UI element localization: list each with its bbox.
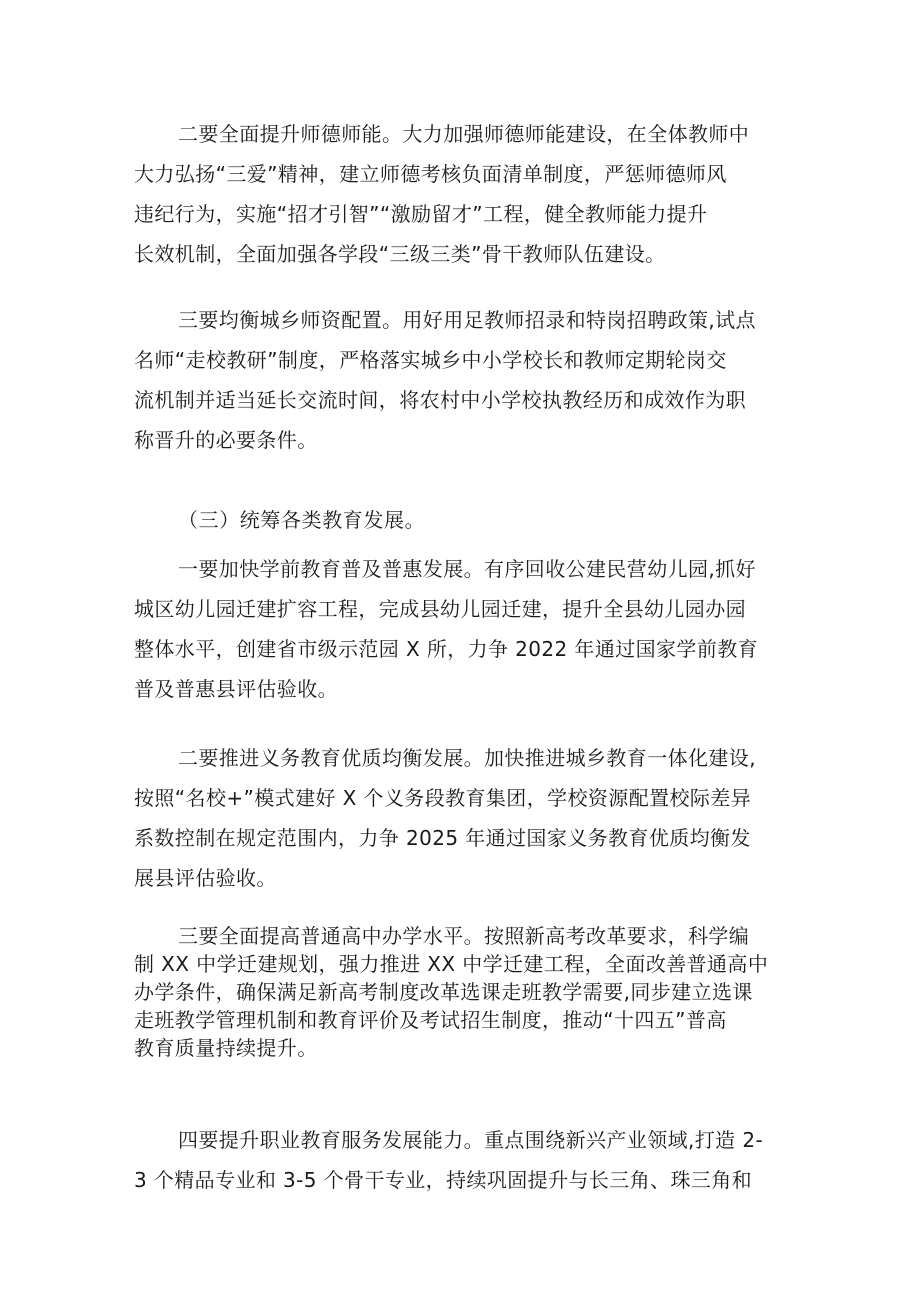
paragraph-line: 走班教学管理机制和教育评价及考试招生制度，推动“十四五”普高 (134, 1008, 727, 1032)
paragraph-line: 办学条件，确保满足新高考制度改革选课走班教学需要,同步建立选课 (134, 980, 753, 1004)
paragraph-line: 系数控制在规定范围内，力争 2025 年通过国家义务教育优质均衡发 (134, 826, 751, 850)
paragraph-line: 流机制并适当延长交流时间，将农村中小学校执教经历和成效作为职 (134, 388, 746, 412)
paragraph-line: 整体水平，创建省市级示范园 X 所，力争 2022 年通过国家学前教育 (134, 637, 759, 661)
paragraph-line: 二要推进义务教育优质均衡发展。加快推进城乡教育一体化建设, (178, 746, 756, 770)
paragraph-high-school (134, 922, 802, 1062)
paragraph-line: 二要全面提升师德师能。大力加强师德师能建设，在全体教师中 (178, 122, 750, 146)
paragraph-teacher-allocation (134, 300, 802, 460)
section-heading: （三）统筹各类教育发展。 (178, 508, 426, 532)
paragraph-line: 城区幼儿园迁建扩容工程，完成县幼儿园迁建，提升全县幼儿园办园 (134, 597, 746, 621)
paragraph-line: 按照“名校+”模式建好 X 个义务段教育集团，学校资源配置校际差异 (134, 786, 752, 810)
paragraph-line: 普及普惠县评估验收。 (134, 677, 338, 701)
paragraph-line: 制 XX 中学迁建规划，强力推进 XX 中学迁建工程，全面改善普通高中 (134, 952, 769, 976)
paragraph-line: 3 个精品专业和 3-5 个骨干专业，持续巩固提升与长三角、珠三角和 (134, 1168, 753, 1192)
paragraph-line: 长效机制，全面加强各学段“三级三类”骨干教师队伍建设。 (134, 242, 666, 266)
paragraph-line: 三要全面提高普通高中办学水平。按照新高考改革要求，科学编 (178, 924, 750, 948)
paragraph-line: 教育质量持续提升。 (134, 1036, 318, 1060)
paragraph-line: 称晋升的必要条件。 (134, 428, 318, 452)
paragraph-line: 名师“走校教研”制度，严格落实城乡中小学校长和教师定期轮岗交 (134, 348, 727, 372)
paragraph-vocational (134, 1120, 802, 1200)
paragraph-line: 违纪行为，实施“招才引智”“激励留才”工程，健全教师能力提升 (134, 202, 708, 226)
paragraph-line: 大力弘扬“三爱”精神，建立师德考核负面清单制度，严惩师德师风 (134, 162, 727, 186)
paragraph-line: 三要均衡城乡师资配置。用好用足教师招录和特岗招聘政策,试点 (178, 308, 756, 332)
paragraph-teacher-ethics (134, 114, 802, 274)
paragraph-line: 一要加快学前教育普及普惠发展。有序回收公建民营幼儿园,抓好 (178, 557, 756, 581)
paragraph-line: 展县评估验收。 (134, 866, 277, 890)
paragraph-preschool (134, 549, 802, 709)
paragraph-line: 四要提升职业教育服务发展能力。重点围绕新兴产业领域,打造 2- (178, 1128, 764, 1152)
paragraph-compulsory (134, 738, 802, 898)
